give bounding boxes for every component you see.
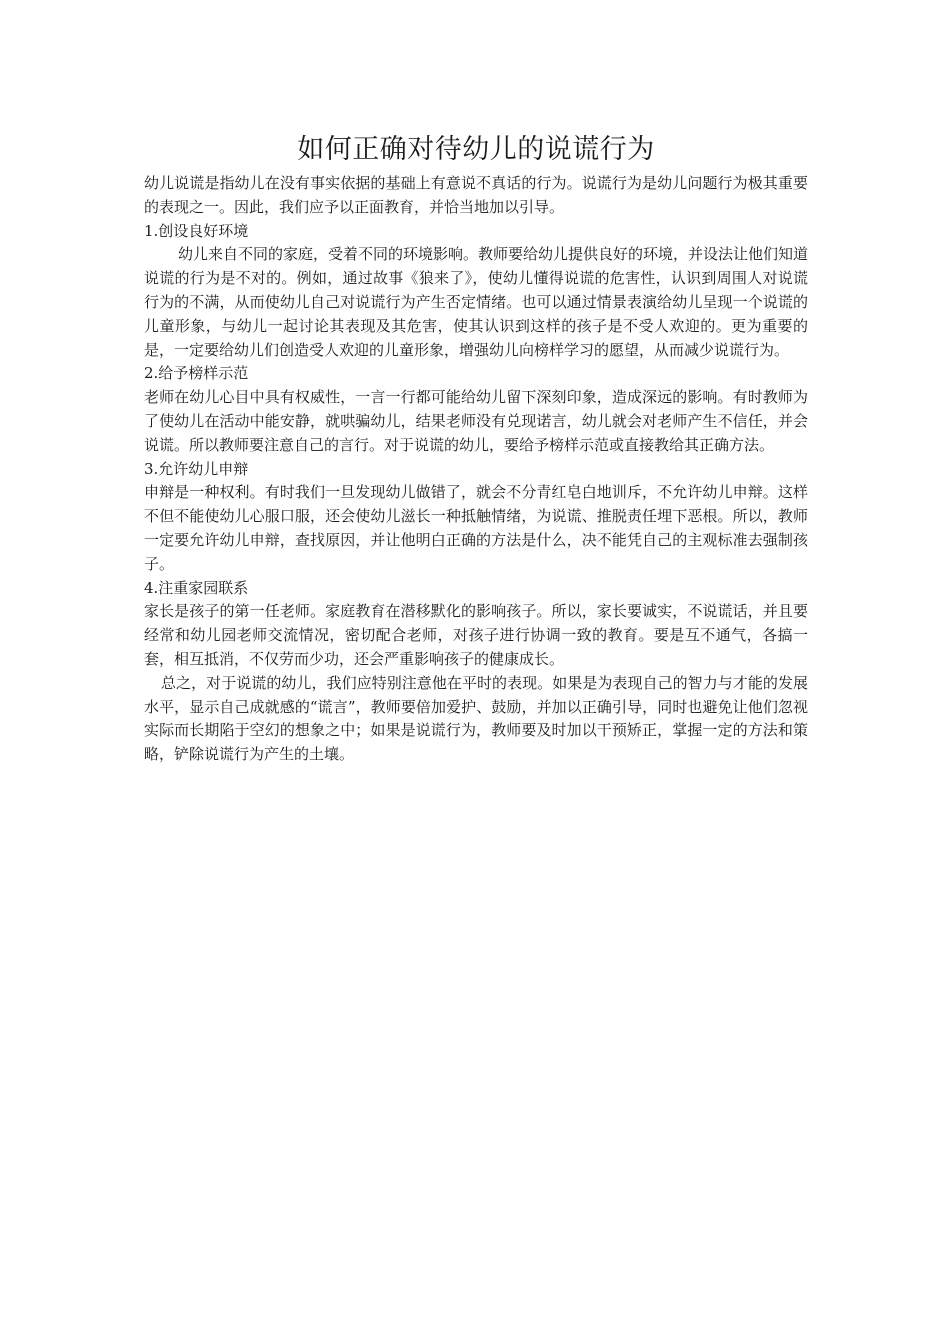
section-2	[144, 362, 808, 457]
conclusion-paragraph: 总之，对于说谎的幼儿，我们应特别注意他在平时的表现。如果是为表现自己的智力与才能的发展水平，显示自己成就感的“谎言”，教师要倍加爱护、鼓励，并加以正确引导，同时也避免让他们忽视实际而长期陷于空幻的想象之中；如果是说谎行为，教师要及时加以干预矫正，掌握一定的方法和策略，铲除说谎行为产生的土壤。	[144, 673, 808, 764]
section-body: 幼儿来自不同的家庭，受着不同的环境影响。教师要给幼儿提供良好的环境，并设法让他们知道说谎的行为是不对的。例如，通过故事《狼来了》，使幼儿懂得说谎的危害性，认识到周围人对说谎行为的不满，从而使幼儿自己对说谎行为产生否定情绪。也可以通过情景表演给幼儿呈现一个说谎的儿童形象，与幼儿一起讨论其表现及其危害，使其认识到这样的孩子是不受人欢迎的。更为重要的是，一定要给幼儿们创造受人欢迎的儿童形象，增强幼儿向榜样学习的愿望，从而减少说谎行为。	[144, 245, 809, 359]
section-heading: 3.允许幼儿申辩	[144, 459, 249, 478]
section-heading: 1.创设良好环境	[144, 221, 249, 240]
document-page	[144, 130, 808, 767]
section-1	[144, 220, 808, 363]
section-heading: 2.给予榜样示范	[144, 364, 249, 383]
section-body: 家长是孩子的第一任老师。家庭教育在潜移默化的影响孩子。所以，家长要诚实，不说谎话，并且要经常和幼儿园老师交流情况，密切配合老师，对孩子进行协调一致的教育。要是互不通气，各搞一套，相互抵消，不仅劳而少功，还会严重影响孩子的健康成长。	[144, 602, 808, 668]
section-body: 老师在幼儿心目中具有权威性，一言一行都可能给幼儿留下深刻印象，造成深远的影响。有时教师为了使幼儿在活动中能安静，就哄骗幼儿，结果老师没有兑现诺言，幼儿就会对老师产生不信任，并会说谎。所以教师要注意自己的言行。对于说谎的幼儿，要给予榜样示范或直接教给其正确方法。	[144, 388, 808, 454]
document-title: 如何正确对待幼儿的说谎行为	[297, 134, 655, 165]
section-3	[144, 458, 808, 577]
section-4	[144, 577, 808, 672]
intro-paragraph: 幼儿说谎是指幼儿在没有事实依据的基础上有意说不真话的行为。说谎行为是幼儿问题行为极其重要的表现之一。因此，我们应予以正面教育，并恰当地加以引导。	[144, 174, 808, 216]
section-heading: 4.注重家园联系	[144, 578, 249, 597]
section-body: 申辩是一种权利。有时我们一旦发现幼儿做错了，就会不分青红皂白地训斥，不允许幼儿申辩。这样不但不能使幼儿心服口服，还会使幼儿滋长一种抵触情绪，为说谎、推脱责任埋下恶根。所以，教师一定要允许幼儿申辩，查找原因，并让他明白正确的方法是什么，决不能凭自己的主观标准去强制孩子。	[144, 483, 808, 573]
